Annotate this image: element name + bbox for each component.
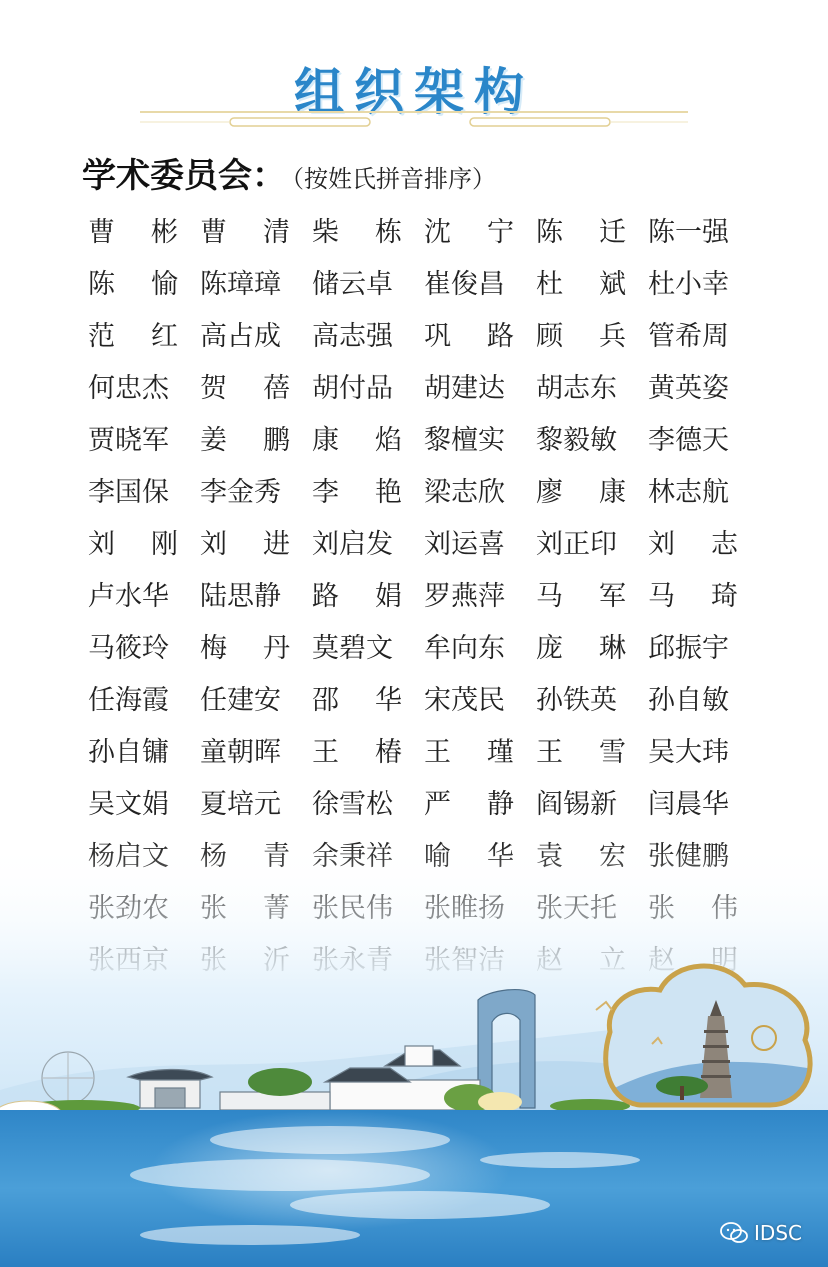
member-name: 刘 志 bbox=[648, 529, 738, 560]
member-name: 李德天 bbox=[648, 425, 729, 456]
member-name: 邱振宇 bbox=[648, 633, 729, 664]
member-name: 林志航 bbox=[648, 477, 729, 508]
member-name: 崔俊昌 bbox=[424, 269, 505, 300]
member-name: 邵 华 bbox=[312, 685, 402, 716]
member-name: 宋茂民 bbox=[424, 685, 505, 716]
member-name: 杜小幸 bbox=[648, 269, 729, 300]
member-name: 路 娟 bbox=[312, 581, 402, 612]
member-name: 何忠杰 bbox=[88, 373, 169, 404]
member-name: 吴文娟 bbox=[88, 789, 169, 820]
member-name: 梁志欣 bbox=[424, 477, 505, 508]
member-name: 高志强 bbox=[312, 321, 393, 352]
member-name: 梅 丹 bbox=[200, 633, 290, 664]
member-name: 陈 迁 bbox=[536, 217, 626, 248]
member-name: 孙自敏 bbox=[648, 685, 729, 716]
member-name: 罗燕萍 bbox=[424, 581, 505, 612]
member-name: 卢水华 bbox=[88, 581, 169, 612]
member-name: 贺 蓓 bbox=[200, 373, 290, 404]
city-landscape-illustration bbox=[0, 840, 828, 1267]
member-name: 陈 愉 bbox=[88, 269, 178, 300]
member-name: 莫碧文 bbox=[312, 633, 393, 664]
member-name: 陆思静 bbox=[200, 581, 281, 612]
member-name: 陈一强 bbox=[648, 217, 729, 248]
member-name: 王 椿 bbox=[312, 737, 402, 768]
member-name: 李金秀 bbox=[200, 477, 281, 508]
member-name: 储云卓 bbox=[312, 269, 393, 300]
watermark bbox=[720, 1221, 802, 1245]
member-name: 牟向东 bbox=[424, 633, 505, 664]
member-name: 徐雪松 bbox=[312, 789, 393, 820]
member-name: 高占成 bbox=[200, 321, 281, 352]
member-name: 康 焰 bbox=[312, 425, 402, 456]
member-name: 任海霞 bbox=[88, 685, 169, 716]
member-name: 吴大玮 bbox=[648, 737, 729, 768]
member-name: 孙铁英 bbox=[536, 685, 617, 716]
member-name: 陈璋璋 bbox=[200, 269, 281, 300]
member-name: 马 琦 bbox=[648, 581, 738, 612]
member-name: 庞 琳 bbox=[536, 633, 626, 664]
member-name: 李国保 bbox=[88, 477, 169, 508]
member-name: 夏培元 bbox=[200, 789, 281, 820]
member-name: 胡建达 bbox=[424, 373, 505, 404]
title-ornament bbox=[140, 108, 688, 132]
member-name: 巩 路 bbox=[424, 321, 514, 352]
member-name: 王 雪 bbox=[536, 737, 626, 768]
sort-note: （按姓氏拼音排序） bbox=[292, 165, 496, 193]
member-name: 黎毅敏 bbox=[536, 425, 617, 456]
member-name: 童朝晖 bbox=[200, 737, 281, 768]
member-name: 姜 鹏 bbox=[200, 425, 290, 456]
member-name: 廖 康 bbox=[536, 477, 626, 508]
member-name: 曹 彬 bbox=[88, 217, 178, 248]
member-name: 马 军 bbox=[536, 581, 626, 612]
member-name: 严 静 bbox=[424, 789, 514, 820]
watermark-text: IDSC bbox=[754, 1221, 802, 1245]
member-name: 刘正印 bbox=[536, 529, 617, 560]
member-name: 柴 栋 bbox=[312, 217, 402, 248]
member-name: 范 红 bbox=[88, 321, 178, 352]
member-name: 马筱玲 bbox=[88, 633, 169, 664]
member-name: 黎檀实 bbox=[424, 425, 505, 456]
committee-title: 学术委员会： bbox=[82, 156, 286, 196]
member-name: 管希周 bbox=[648, 321, 729, 352]
member-name: 杜 斌 bbox=[536, 269, 626, 300]
member-name: 胡志东 bbox=[536, 373, 617, 404]
member-name: 刘 刚 bbox=[88, 529, 178, 560]
member-name: 沈 宁 bbox=[424, 217, 514, 248]
member-name: 曹 清 bbox=[200, 217, 290, 248]
member-name: 黄英姿 bbox=[648, 373, 729, 404]
wechat-icon bbox=[720, 1222, 748, 1244]
member-name: 王 瑾 bbox=[424, 737, 514, 768]
member-name: 孙自镛 bbox=[88, 737, 169, 768]
member-name: 李 艳 bbox=[312, 477, 402, 508]
member-name: 顾 兵 bbox=[536, 321, 626, 352]
member-name: 刘 进 bbox=[200, 529, 290, 560]
member-name: 任建安 bbox=[200, 685, 281, 716]
member-name: 阎锡新 bbox=[536, 789, 617, 820]
member-name: 胡付品 bbox=[312, 373, 393, 404]
member-name: 刘运喜 bbox=[424, 529, 505, 560]
member-name: 闫晨华 bbox=[648, 789, 729, 820]
member-name: 刘启发 bbox=[312, 529, 393, 560]
page-title: 组织架构 bbox=[294, 62, 534, 121]
member-name: 贾晓军 bbox=[88, 425, 169, 456]
committee-heading bbox=[82, 148, 496, 197]
